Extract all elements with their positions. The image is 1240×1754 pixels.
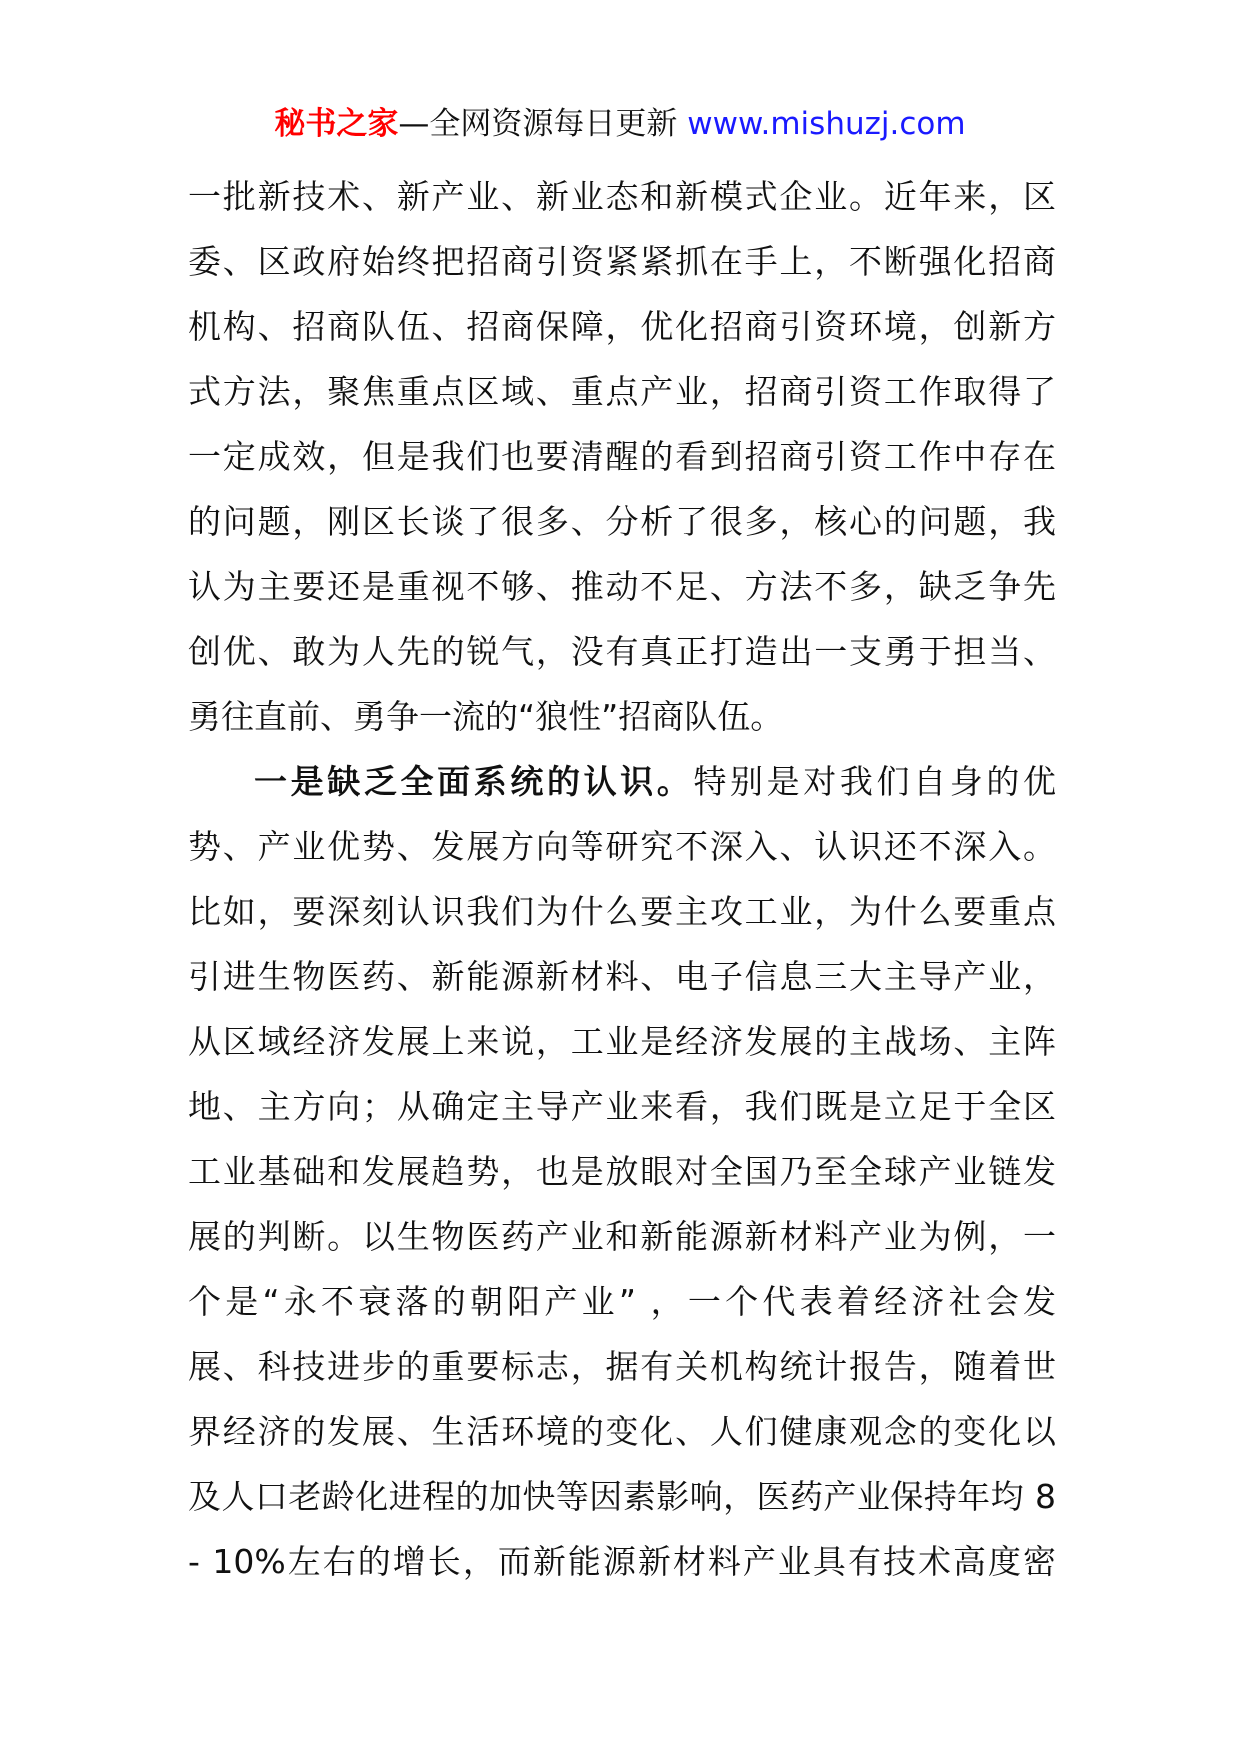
text-line: 机构、招商队伍、招商保障，优化招商引资环境，创新方 bbox=[188, 307, 1056, 346]
text-line: 及人口老龄化进程的加快等因素影响，医药产业保持年均 8 bbox=[188, 1477, 1056, 1516]
website-url[interactable]: www.mishuzj.com bbox=[687, 106, 966, 142]
paragraph-2 bbox=[188, 749, 1056, 1594]
text-line: 的问题，刚区长谈了很多、分析了很多，核心的问题，我 bbox=[188, 502, 1056, 541]
text-line: 工业基础和发展趋势，也是放眼对全国乃至全球产业链发 bbox=[188, 1152, 1056, 1191]
text-line: 界经济的发展、生活环境的变化、人们健康观念的变化以 bbox=[188, 1412, 1056, 1451]
text-line: 势、产业优势、发展方向等研究不深入、认识还不深入。 bbox=[188, 827, 1056, 866]
text-line: 勇往直前、勇争一流的“狼性”招商队伍。 bbox=[188, 697, 784, 736]
brand-name: 秘书之家 bbox=[274, 106, 399, 142]
text-line: 一批新技术、新产业、新业态和新模式企业。近年来，区 bbox=[188, 177, 1056, 216]
section-heading: 一是缺乏全面系统的认识。 bbox=[254, 762, 694, 801]
text-line: - 10%左右的增长，而新能源新材料产业具有技术高度密 bbox=[188, 1542, 1056, 1581]
header-slogan: —全网资源每日更新 bbox=[398, 106, 688, 142]
text-line: 认为主要还是重视不够、推动不足、方法不多，缺乏争先 bbox=[188, 567, 1056, 606]
text-line: 一定成效，但是我们也要清醒的看到招商引资工作中存在 bbox=[188, 437, 1056, 476]
text-line: 委、区政府始终把招商引资紧紧抓在手上，不断强化招商 bbox=[188, 242, 1056, 281]
text-line: 创优、敢为人先的锐气，没有真正打造出一支勇于担当、 bbox=[188, 632, 1056, 671]
text-line: 个是“永不衰落的朝阳产业” ，一个代表着经济社会发 bbox=[188, 1282, 1056, 1321]
document-body bbox=[188, 164, 1056, 1594]
paragraph-1 bbox=[188, 164, 1056, 749]
text-line: 展的判断。以生物医药产业和新能源新材料产业为例，一 bbox=[188, 1217, 1056, 1256]
text-line: 式方法，聚焦重点区域、重点产业，招商引资工作取得了 bbox=[188, 372, 1056, 411]
text-line: 引进生物医药、新能源新材料、电子信息三大主导产业， bbox=[188, 957, 1056, 996]
text-line: 地、主方向；从确定主导产业来看，我们既是立足于全区 bbox=[188, 1087, 1056, 1126]
text-line: 从区域经济发展上来说，工业是经济发展的主战场、主阵 bbox=[188, 1022, 1056, 1061]
paragraph-first-line bbox=[188, 749, 1056, 814]
page-header bbox=[0, 102, 1240, 146]
text-line: 展、科技进步的重要标志，据有关机构统计报告，随着世 bbox=[188, 1347, 1056, 1386]
text-line: 比如，要深刻认识我们为什么要主攻工业，为什么要重点 bbox=[188, 892, 1056, 931]
text-fragment: 特别是对我们自身的优 bbox=[693, 762, 1057, 801]
